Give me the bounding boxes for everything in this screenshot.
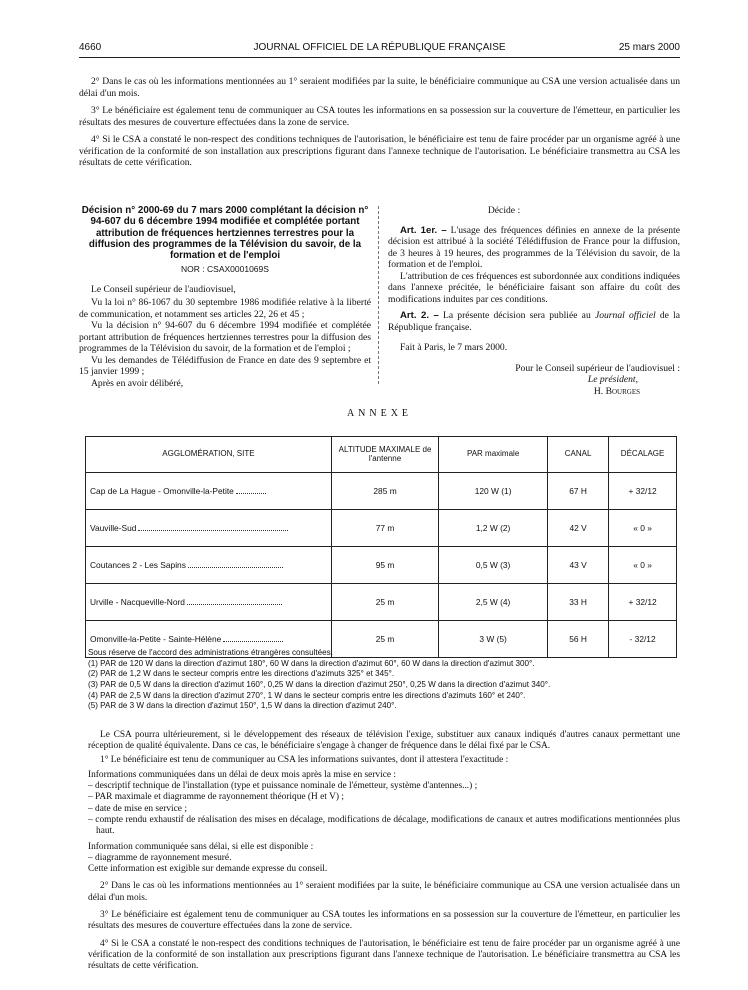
president-title: Le président, — [587, 374, 638, 385]
note-line: (4) PAR de 2,5 W dans la direction d'azimut 270°, 1 W dans le secteur compris entre les directions d'azimuts 160° et 240°. — [88, 690, 526, 700]
altitude-cell: 25 m — [331, 621, 438, 658]
list-item: – compte rendu exhaustif de réalisation des mises en décalage, modifications de décalage, modifications de canaux et autres modifications mentionnées plus haut. — [88, 814, 680, 837]
top-paragraph: 2° Dans le cas où les informations mentionnées au 1° seraient modifiées par la suite, le bénéficiaire communique au CSA une version actualisée dans un délai d'un mois. — [79, 76, 680, 99]
par-cell: 1,2 W (2) — [439, 510, 548, 547]
canal-cell: 56 H — [548, 621, 609, 658]
bottom-paragraph: Cette information est exigible sur demande expresse du conseil. — [88, 864, 328, 875]
decision-paragraph: Après en avoir délibéré, — [91, 377, 184, 389]
note-line: (1) PAR de 120 W dans la direction d'azimut 180°, 60 W dans la direction d'azimut 60°, 60 W dans la direction d'azimut 300°. — [88, 658, 535, 668]
decision-paragraph: Vu la loi n° 86-1067 du 30 septembre 1986 modifiée relative à la liberté de communication, et notamment ses articles 22, 26 et 45 ; — [79, 297, 371, 320]
list-item: – date de mise en service ; — [88, 803, 187, 814]
page-header — [79, 42, 680, 56]
header-rule — [79, 57, 680, 58]
signature-line: Pour le Conseil supérieur de l'audiovisuel : — [515, 362, 680, 374]
decalage-cell: « 0 » — [609, 510, 677, 547]
par-cell: 3 W (5) — [439, 621, 548, 658]
note-line: (2) PAR de 1,2 W dans le secteur compris entre les directions d'azimuts 325° et 345°. — [88, 669, 395, 679]
column-separator — [378, 206, 379, 384]
decalage-cell: + 32/12 — [609, 473, 677, 510]
altitude-cell: 285 m — [331, 473, 438, 510]
note-line: (5) PAR de 3 W dans la direction d'azimut 150°, 1,5 W dans la direction d'azimut 240°. — [88, 701, 397, 711]
col-header-par: PAR maximale — [439, 437, 548, 473]
canal-cell: 67 H — [548, 473, 609, 510]
bottom-paragraph: Le CSA pourra ultérieurement, si le développement des réseaux de télévision l'exige, substituer aux canaux indiqués d'autres canaux permettant une réception de qualité équivalente. Dans ce cas, le bénéficiaire s'engage à changer de fréquence dans le délai fixé par le CSA. — [88, 730, 680, 752]
journal-officiel-italic: Journal officiel — [594, 310, 656, 321]
col-header-canal: CANAL — [548, 437, 609, 473]
decision-right-column — [388, 205, 680, 397]
article-1-text: L'usage des fréquences définies en annexe de la présente décision est attribué à la société Télédiffusion de France pour la diffusion, de 3 heures à 19 heures, des programmes de la Télévision du savoir, de la formation et de l'emploi. — [388, 224, 680, 270]
table-row — [86, 584, 677, 621]
decision-left-column — [79, 205, 371, 389]
decision-title: Décision n° 2000-69 du 7 mars 2000 complétant la décision n° 94-607 du 6 décembre 1994 modifiée et complétée portant attribution de fréquences hertziennes terrestres pour la diffusion des programmes de la Télévision du savoir, de la formation et de l'emploi — [81, 205, 369, 262]
place-date: Fait à Paris, le 7 mars 2000. — [400, 342, 508, 353]
issue-date: 25 mars 2000 — [618, 42, 680, 53]
list-item: – diagramme de rayonnement mesuré. — [88, 852, 232, 863]
article-1-paragraph-2: L'attribution de ces fréquences est subordonnée aux conditions indiquées dans l'annexe précitée, le bénéficiaire faisant son affaire du coût des modifications induites par ces conditions. — [388, 270, 680, 305]
canal-cell: 33 H — [548, 584, 609, 621]
article-1-label: Art. 1er. – — [400, 224, 447, 236]
decalage-cell: « 0 » — [609, 547, 677, 584]
decalage-cell: + 32/12 — [609, 584, 677, 621]
list-item: – PAR maximale et diagramme de rayonnement théorique (H et V) ; — [88, 792, 344, 803]
note-line: (3) PAR de 0,5 W dans la direction d'azimut 160°, 0,25 W dans la direction d'azimut 250°, 0,25 W dans la direction d'azimut 340°. — [88, 680, 551, 690]
decalage-cell: - 32/12 — [609, 621, 677, 658]
site-cell: Cap de La Hague - Omonville-la-Petite — [86, 473, 332, 510]
bottom-paragraph: Information communiquée sans délai, si elle est disponible : — [88, 841, 314, 852]
par-cell: 2,5 W (4) — [439, 584, 548, 621]
article-2-text-end: de la République française. — [388, 310, 680, 333]
bottom-paragraph: Informations communiquées dans un délai de deux mois après la mise en service : — [88, 769, 396, 780]
signatory: H. Bourges — [593, 385, 640, 397]
list-item: – descriptif technique de l'installation (type et puissance nominale de l'émetteur, système d'antennes...) ; — [88, 781, 478, 792]
decision-paragraph: Vu la décision n° 94-607 du 6 décembre 1994 modifiée et complétée portant attribution de fréquences hertziennes terrestres pour la diffusion des programmes de la Télévision du savoir, de la formation et de l'emploi ; — [79, 320, 371, 355]
table-header-row — [86, 437, 677, 473]
journal-title: JOURNAL OFFICIEL DE LA RÉPUBLIQUE FRANÇAISE — [253, 42, 506, 53]
page-number: 4660 — [79, 42, 102, 53]
article-2 — [388, 310, 680, 333]
article-2-label: Art. 2. – — [400, 310, 439, 321]
site-cell: Urville - Nacqueville-Nord — [86, 584, 332, 621]
par-cell: 0,5 W (3) — [439, 547, 548, 584]
site-cell: Coutances 2 - Les Sapins — [86, 547, 332, 584]
bottom-paragraph: 4° Si le CSA a constaté le non-respect des conditions techniques de l'autorisation, le bénéficiaire est tenu de faire procéder par un organisme agréé à une vérification de la conformité de son installation aux prescriptions figurant dans l'annexe technique de l'autorisation. Le bénéficiaire transmettra au CSA les résultats de cette vérification. — [88, 938, 680, 972]
canal-cell: 42 V — [548, 510, 609, 547]
top-paragraph: 3° Le bénéficiaire est également tenu de communiquer au CSA toutes les informations en sa possession sur la couverture de l'émetteur, en particulier les résultats des mesures de couverture effectuées dans la zone de service. — [79, 105, 680, 128]
annexe-notes — [88, 648, 680, 712]
par-cell: 120 W (1) — [439, 473, 548, 510]
bottom-paragraph: 1° Le bénéficiaire est tenu de communiquer au CSA les informations suivantes, dont il attestera l'exactitude : — [100, 754, 509, 765]
article-1 — [388, 225, 680, 271]
nor-reference: NOR : CSAX0001069S — [181, 264, 269, 275]
top-section — [79, 76, 680, 169]
bottom-paragraph: 3° Le bénéficiaire est également tenu de communiquer au CSA toutes les informations en sa possession sur la couverture de l'émetteur, en particulier les résultats des mesures de couverture effectuées dans la zone de service. — [88, 909, 680, 932]
col-header-site: AGGLOMÉRATION, SITE — [86, 437, 332, 473]
decide-heading: Décide : — [487, 205, 521, 216]
decision-paragraph: Vu les demandes de Télédiffusion de France en date des 9 septembre et 15 janvier 1999 ; — [79, 354, 371, 378]
altitude-cell: 95 m — [331, 547, 438, 584]
site-cell: Vauville-Sud — [86, 510, 332, 547]
col-header-altitude: ALTITUDE MAXIMALE de l'antenne — [331, 437, 438, 473]
bottom-section — [88, 730, 680, 972]
note-line: Sous réserve de l'accord des administrations étrangères consultées. — [88, 648, 333, 657]
table-row — [86, 510, 677, 547]
decision-paragraph: Le Conseil supérieur de l'audiovisuel, — [91, 283, 236, 295]
altitude-cell: 25 m — [331, 584, 438, 621]
top-paragraph: 4° Si le CSA a constaté le non-respect des conditions techniques de l'autorisation, le bénéficiaire est tenu de faire procéder par un organisme agréé à une vérification de la conformité de son installation aux prescriptions figurant dans l'annexe technique de l'autorisation. Le bénéficiaire transmettra au CSA les résultats de cette vérification. — [79, 134, 680, 168]
col-header-decalage: DÉCALAGE — [609, 437, 677, 473]
annexe-table — [85, 436, 677, 658]
article-2-text: La présente décision sera publiée au — [442, 310, 595, 321]
annexe-title: ANNEXE — [346, 408, 413, 419]
site-cell: Omonville-la-Petite - Sainte-Hélène — [86, 621, 332, 658]
altitude-cell: 77 m — [331, 510, 438, 547]
bottom-paragraph: 2° Dans le cas où les informations mentionnées au 1° seraient modifiées par la suite, le bénéficiaire communique au CSA une version actualisée dans un délai d'un mois. — [88, 881, 680, 903]
canal-cell: 43 V — [548, 547, 609, 584]
table-row — [86, 473, 677, 510]
table-row — [86, 547, 677, 584]
